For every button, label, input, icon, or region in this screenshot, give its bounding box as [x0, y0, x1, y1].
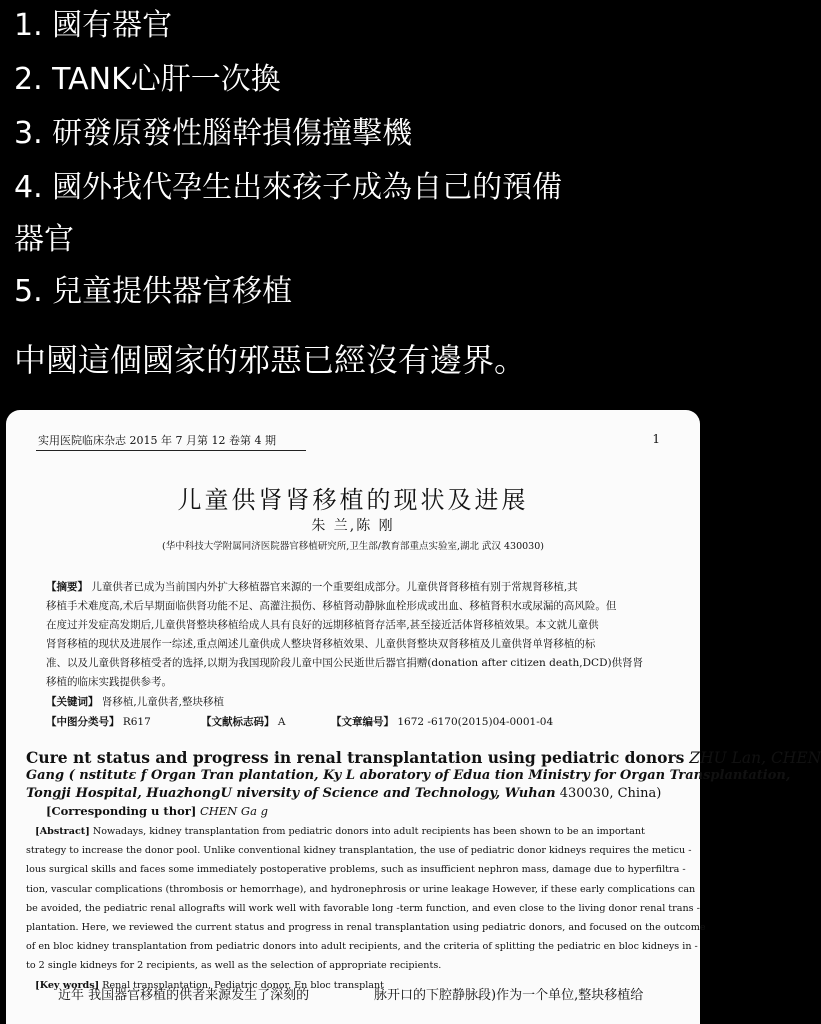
- keywords: 【关键词】 肾移植,儿童供者,整块移植: [46, 696, 225, 708]
- paper-title: 儿童供肾肾移植的现状及进展: [177, 486, 529, 514]
- paper-affiliation: (华中科技大学附属同济医院器官移植研究所,卫生部/教育部重点实验室,湖北 武汉 430030): [162, 541, 544, 552]
- abstract-line: 准、以及儿童供肾移植受者的选择,以期为我国现阶段儿童中国公民逝世后器官捐赠(donation after citizen death,DCD)供肾肾: [46, 657, 644, 669]
- english-affiliation-1: Gang ( nstitutε f Organ Tran plantation, Ky L aboratory of Edua tion Ministry for Organ Transplantation,: [26, 768, 791, 783]
- body-text-left: 近年 我国器官移植的供者来源发生了深刻的: [58, 988, 310, 1003]
- abstract-label: 【摘要】: [46, 581, 88, 593]
- paper-authors: 朱 兰,陈 刚: [311, 518, 395, 534]
- list-item-1: 1. 國有器官: [14, 8, 173, 43]
- abstract-line: 在度过并发症高发期后,儿童供肾整块移植给成人具有良好的远期移植肾存活率,甚至接近活体肾移植效果。本文就儿童供: [46, 619, 599, 631]
- article-number: 【文章编号】 1672 -6170(2015)04-0001-04: [331, 716, 554, 728]
- abstract-line: 移植的临床实践提供参考。: [46, 676, 172, 688]
- english-title: Cure nt status and progress in renal transplantation using pediatric donors ZHU Lan, CHEN: [26, 748, 821, 767]
- list-item-2: 2. TANK心肝一次換: [14, 62, 281, 97]
- english-affiliation-2: Tongji Hospital, HuazhongU niversity of Science and Technology, Wuhan 430030, China): [26, 786, 662, 801]
- english-abstract-line: plantation. Here, we reviewed the current status and progress in renal transplantation using pediatric donors, and focused on the outcome: [26, 922, 706, 934]
- english-abstract-line: lous surgical skills and faces some immediately postoperative problems, such as insufficient nephron mass, damage due to hyperfiltra -: [26, 864, 686, 876]
- english-abstract-line: be avoided, the pediatric renal allografts will work well with favorable long -term function, and even close to the living donor renal trans -: [26, 902, 700, 914]
- journal-header: 实用医院临床杂志 2015 年 7 月第 12 卷第 4 期: [38, 434, 276, 447]
- english-abstract-line: to 2 single kidneys for 2 recipients, as well as the selection of appropriate recipients.: [26, 960, 442, 972]
- list-item-5: 5. 兒童提供器官移植: [14, 274, 293, 309]
- header-rule: [36, 450, 306, 451]
- list-item-4: 4. 國外找代孕生出來孩子成為自己的預備: [14, 170, 563, 205]
- clc-number: 【中图分类号】 R617: [46, 716, 151, 728]
- abstract-line: 【摘要】 儿童供者已成为当前国内外扩大移植器官来源的一个重要组成部分。儿童供肾肾移植有别于常规肾移植,其: [46, 581, 578, 593]
- abstract-line: 移植手术难度高,术后早期面临供肾功能不足、高灌注损伤、移植肾动静脉血栓形成或出血、移植肾积水或尿漏的高风险。但: [46, 600, 617, 612]
- english-keywords: [Key words] Renal transplantation, Pediatric donor, En bloc transplant: [35, 979, 385, 991]
- english-abstract-line: strategy to increase the donor pool. Unlike conventional kidney transplantation, the use of pediatric donor kidneys requires the meticu -: [26, 845, 692, 857]
- attached-image[interactable]: [6, 410, 821, 1024]
- document-code: 【文献标志码】 A: [201, 716, 286, 728]
- english-abstract: [26, 822, 706, 995]
- body-text-right: 脉开口的下腔静脉段)作为一个单位,整块移植给: [374, 988, 644, 1003]
- list-item-3: 3. 研發原發性腦幹損傷撞擊機: [14, 116, 413, 151]
- corresponding-author: [Corresponding u thor] CHEN Ga g: [46, 804, 268, 818]
- page-number: 1: [652, 432, 660, 446]
- closing-statement: 中國這個國家的邪惡已經沒有邊界。: [14, 341, 527, 379]
- english-abstract-line: of en bloc kidney transplantation from pediatric donors into adult recipients, and the criteria of splitting the pediatric en bloc kidneys in -: [26, 941, 698, 953]
- english-abstract-line: tion, vascular complications (thrombosis or hemorrhage), and hydronephrosis or urine leakage However, if these early complications can: [26, 883, 696, 895]
- english-abstract-line: [Abstract] Nowadays, kidney transplantation from pediatric donors into adult recipients has been shown to be an important: [35, 826, 645, 837]
- list-item-4-continued: 器官: [14, 222, 74, 257]
- abstract-line: 肾肾移植的现状及进展作一综述,重点阐述儿童供成人整块肾移植效果、儿童供肾整块双肾移植及儿童供肾单肾移植的标: [46, 638, 596, 650]
